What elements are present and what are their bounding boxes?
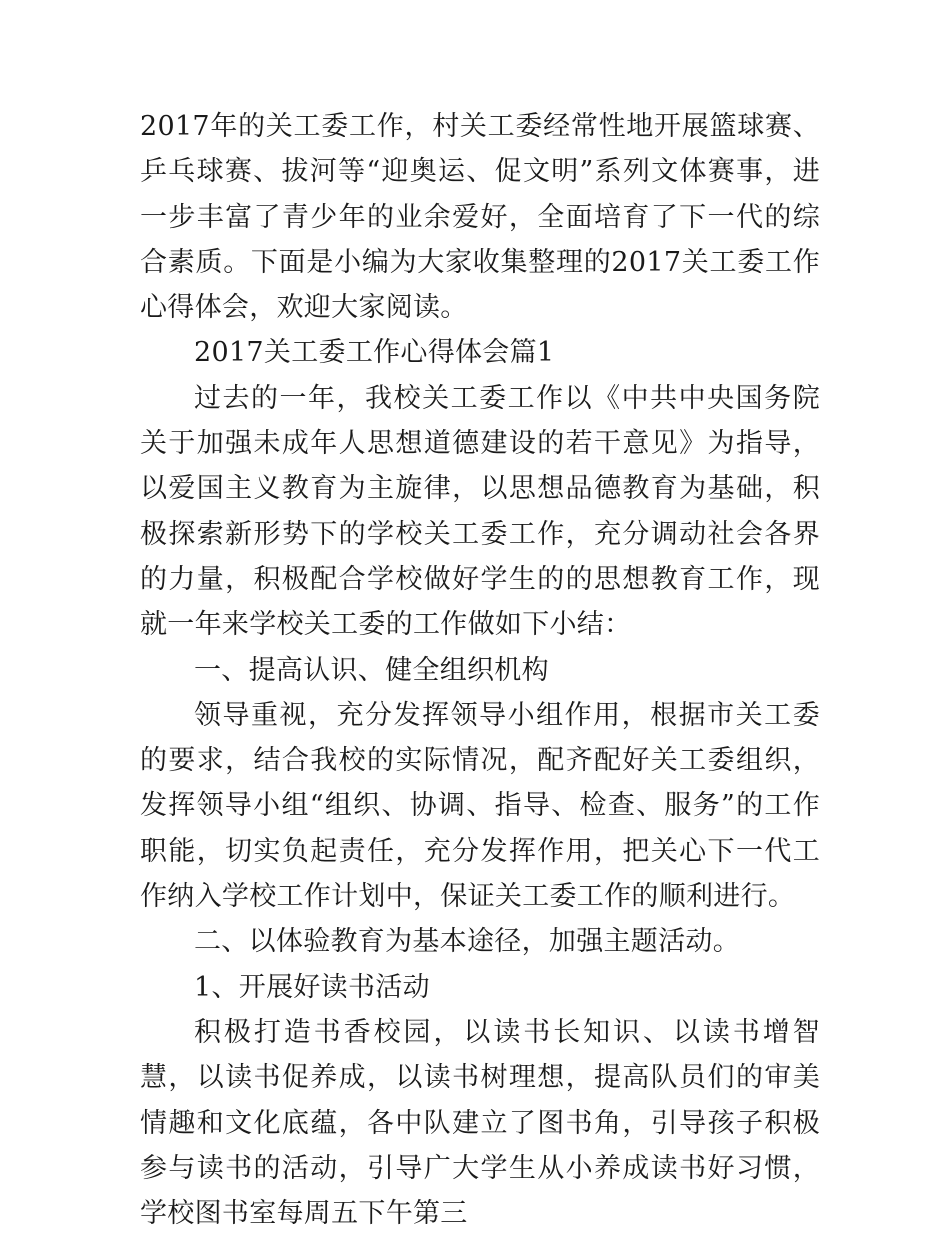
overview-paragraph: 过去的一年，我校关工委工作以《中共中央国务院关于加强未成年人思想道德建设的若干意见》为指导，以爱国主义教育为主旋律，以思想品德教育为基础，积极探索新形势下的学校关工委工作，充分调动社会各界的力量，积极配合学校做好学生的的思想教育工作，现就一年来学校关工委的工作做如下小结： (140, 382, 820, 641)
intro-paragraph: 2017年的关工委工作，村关工委经常性地开展篮球赛、乒乓球赛、拔河等“迎奥运、促文明”系列文体赛事，进一步丰富了青少年的业余爱好，全面培育了下一代的综合素质。下面是小编为大家收集整理的2017关工委工作心得体会，欢迎大家阅读。 (140, 111, 820, 324)
subsection-1-heading: 1、开展好读书活动 (194, 971, 430, 1003)
document-body (140, 104, 820, 1236)
section-2-heading: 二、以体验教育为基本途径，加强主题活动。 (194, 926, 740, 958)
article-title: 2017关工委工作心得体会篇1 (194, 337, 555, 369)
subsection-1-paragraph: 积极打造书香校园，以读书长知识、以读书增智慧，以读书促养成，以读书树理想，提高队员们的审美情趣和文化底蕴，各中队建立了图书角，引导孩子积极参与读书的活动，引导广大学生从小养成读书好习惯，学校图书室每周五下午第三 (140, 1016, 820, 1230)
section-1-heading: 一、提高认识、健全组织机构 (194, 654, 549, 686)
section-1-paragraph: 领导重视，充分发挥领导小组作用，根据市关工委的要求，结合我校的实际情况，配齐配好关工委组织，发挥领导小组“组织、协调、指导、检查、服务”的工作职能，切实负起责任，充分发挥作用，把关心下一代工作纳入学校工作计划中，保证关工委工作的顺利进行。 (140, 699, 820, 913)
